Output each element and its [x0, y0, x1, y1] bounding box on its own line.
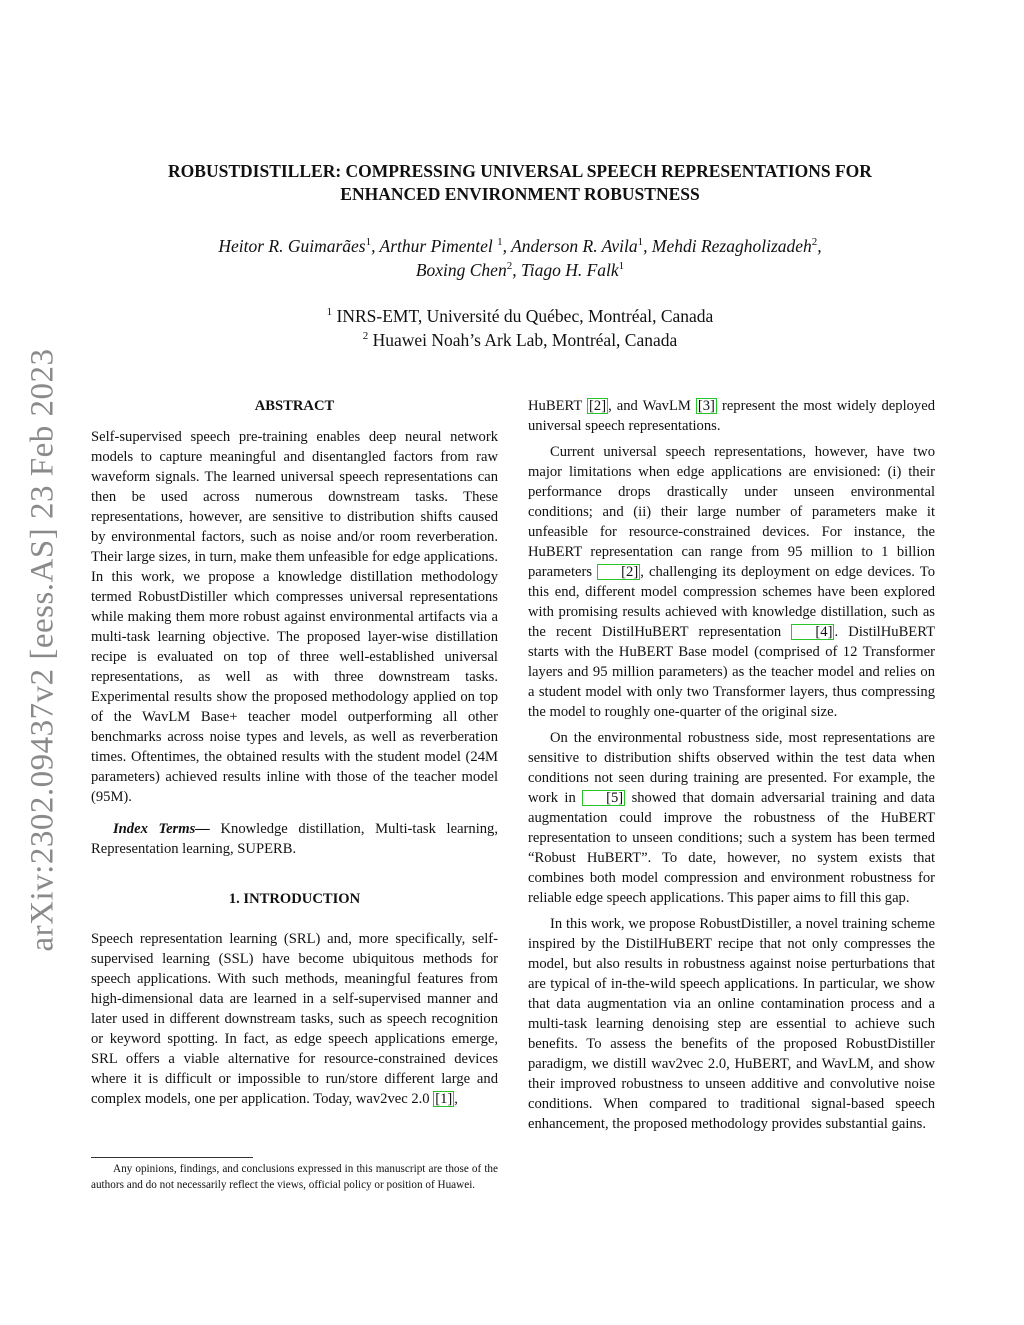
- author-sep: ,: [371, 236, 380, 256]
- text-run: . DistilHuBERT starts with the HuBERT Base model (comprised of 12 Transformer layers and 95 million parameters) as the teacher model and relies on a student model with only two Transformer layers, thus compressing the model to roughly one-quarter of the original size.: [528, 624, 935, 720]
- author-name: Mehdi Rezagholizadeh: [651, 236, 812, 256]
- footnote-rule: [91, 1157, 253, 1158]
- index-terms-label: Index Terms—: [113, 821, 210, 837]
- author-name: Tiago H. Falk: [520, 260, 619, 280]
- text-run: , and WavLM: [608, 398, 696, 414]
- author-sep: ,: [817, 236, 822, 256]
- text-run: Current universal speech representations, however, have two major limitations when edge applications are envisioned: (i) their performance drops drastically under unseen environmental conditions; and (ii) their large number of parameters make it unfeasible for resource-constrained devices. For instance, the HuBERT representation can range from 95 million to 1 billion parameters: [528, 444, 935, 580]
- right-column: [528, 396, 935, 1134]
- text-run: represent the most widely deployed universal speech representations.: [528, 398, 935, 434]
- introduction-heading: 1. INTRODUCTION: [228, 891, 361, 907]
- right-paragraph-3: In this work, we propose RobustDistiller, a novel training scheme inspired by the DistilHuBERT recipe that not only compresses the model, but also results in robustness against noise perturbations that are typical of in-the-wild speech applications. In particular, we show that data augmentation via an online contamination process and a multi-task learning denoising step are essential to achieve such benefits. To assess the benefits of the proposed RobustDistiller paradigm, we distill wav2vec 2.0, HuBERT, and WavLM, and show their improved robustness to unseen additive and convolutive noise conditions. When compared to traditional signal-based speech enhancement, the proposed methodology provides substantial gains.: [528, 916, 935, 1132]
- author-affil-sup: 1: [637, 236, 644, 249]
- affiliation-text: INRS-EMT, Université du Québec, Montréal, Canada: [332, 306, 714, 326]
- affiliation-sup: 2: [362, 330, 369, 343]
- citation-link-4[interactable]: [4]: [791, 624, 834, 640]
- author-affil-sup: 2: [506, 260, 513, 273]
- affiliation-sup: 1: [326, 306, 333, 319]
- author-line-2: [90, 258, 950, 282]
- abstract-text: Self-supervised speech pre-training enables deep neural network models to capture meaningful and disentangled factors from raw waveform signals. The learned universal speech representations can then be used across numerous downstream tasks. These representations, however, are sensitive to distribution shifts caused by environmental factors, such as noise and/or room reverberation. Their large sizes, in turn, make them unfeasible for edge applications. In this work, we propose a knowledge distillation methodology termed RobustDistiller which compresses universal representations while making them more robust against environmental artifacts via a multi-task learning objective. The proposed layer-wise distillation recipe is evaluated on top of three well-established universal representations, as well as with three downstream tasks. Experimental results show the proposed methodology applied on top of the WavLM Base+ teacher model outperforming all other benchmarks across noise types and levels, as well as reverberation times. Oftentimes, the obtained results with the student model (24M parameters) achieved results inline with those of the teacher model (95M).: [91, 429, 499, 805]
- affiliation-text: Huawei Noah’s Ark Lab, Montréal, Canada: [368, 330, 678, 350]
- right-paragraph-1: [528, 442, 935, 722]
- author-name: Arthur Pimentel: [379, 236, 498, 256]
- citation-link-2[interactable]: [2]: [589, 398, 607, 414]
- citation-link-2b[interactable]: [2]: [597, 564, 640, 580]
- author-affil-sup: 1: [365, 236, 372, 249]
- author-line-1: [90, 234, 950, 258]
- right-paragraph-0: [528, 396, 935, 436]
- text-run: showed that domain adversarial training and data augmentation could improve the robustness of the HuBERT representation to unseen conditions; such a system has been termed “Robust HuBERT”. To date, however, no system exists that combines both model compression and environment robustness for reliable edge speech applications. This paper aims to fill this gap.: [528, 790, 935, 906]
- citation-link-3[interactable]: [3]: [697, 398, 715, 414]
- intro-p1-text: Speech representation learning (SRL) and, more specifically, self-supervised learning (SSL) have become ubiquitous methods for speech applications. With such methods, meaningful features from high-dimensional data are learned in a self-supervised manner and later used in different downstream tasks, such as speech recognition or keyword spotting. In fact, as edge speech applications emerge, SRL offers a viable alternative for resource-constrained devices where it is difficult or impossible to run/store different large and complex models, one per application. Today, wav2vec 2.0: [91, 931, 498, 1107]
- author-affil-sup: 1: [497, 236, 503, 249]
- author-name: Heitor R. Guimarães: [218, 236, 366, 256]
- author-sep: ,: [512, 260, 521, 280]
- affiliation-item: [90, 304, 950, 328]
- author-name: Anderson R. Avila: [511, 236, 638, 256]
- author-sep: ,: [643, 236, 652, 256]
- footnote: [91, 1162, 498, 1193]
- author-sep: ,: [502, 236, 512, 256]
- citation-link-1[interactable]: [1]: [435, 1091, 453, 1107]
- text-run: HuBERT: [528, 398, 588, 414]
- citation-link-5[interactable]: [5]: [582, 790, 625, 806]
- author-affil-sup: 2: [811, 236, 818, 249]
- right-paragraph-2: [528, 728, 935, 908]
- intro-paragraph-1: [91, 929, 498, 1109]
- index-terms-text: Knowledge distillation, Multi-task learning, Representation learning, SUPERB.: [91, 821, 498, 857]
- left-column: [91, 396, 498, 1109]
- paper-title: [90, 160, 950, 206]
- author-affil-sup: 1: [618, 260, 625, 273]
- index-terms: [91, 819, 498, 859]
- title-line-1: ROBUSTDISTILLER: COMPRESSING UNIVERSAL SPEECH REPRESENTATIONS FOR: [168, 161, 872, 181]
- author-name: Boxing Chen: [415, 260, 507, 280]
- text-run: , challenging its deployment on edge devices. To this end, different model compression schemes have been explored with promising results achieved with knowledge distillation, such as the recent DistilHuBERT representation: [528, 564, 935, 640]
- arxiv-identifier: arXiv:2302.09437v2 [eess.AS] 23 Feb 2023: [24, 348, 61, 952]
- footnote-text: Any opinions, findings, and conclusions expressed in this manuscript are those of the authors and do not necessarily reflect the views, official policy or position of Huawei.: [91, 1163, 498, 1191]
- affiliation-list: [90, 304, 950, 352]
- intro-p1-end: ,: [454, 1091, 458, 1107]
- abstract-heading: ABSTRACT: [254, 398, 335, 414]
- text-run: On the environmental robustness side, most representations are sensitive to distribution shifts observed within the test data when conditions not seen during training are presented. For example, the work in: [528, 730, 935, 806]
- title-line-2: ENHANCED ENVIRONMENT ROBUSTNESS: [340, 184, 700, 204]
- author-list: [90, 234, 950, 282]
- affiliation-item: [90, 328, 950, 352]
